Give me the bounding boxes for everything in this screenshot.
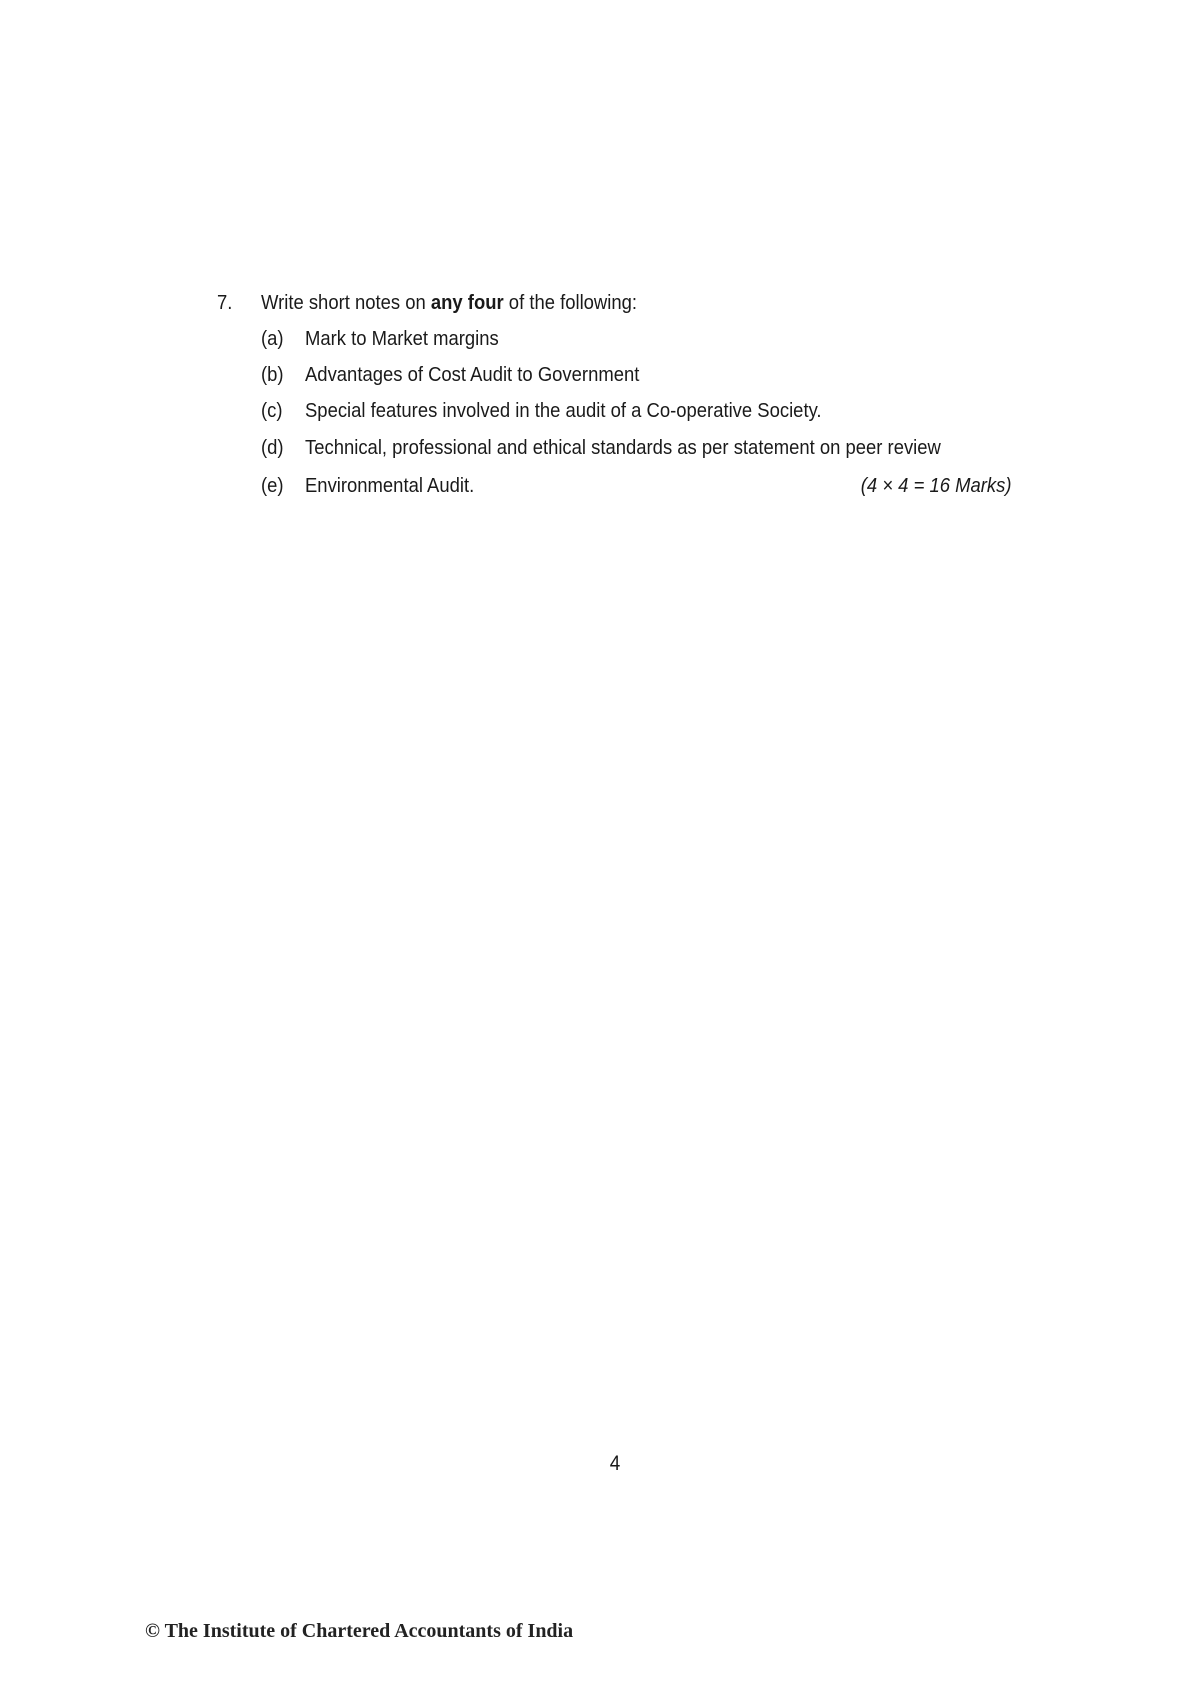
- item-label-e: (e): [261, 474, 284, 497]
- copyright-footer: © The Institute of Chartered Accountants of India: [145, 1620, 574, 1642]
- question-prompt-end: of the following:: [503, 291, 638, 314]
- item-text-b: Advantages of Cost Audit to Government: [305, 363, 640, 386]
- question-prompt: [261, 289, 637, 317]
- question-number: 7.: [217, 291, 233, 314]
- item-text-a: Mark to Market margins: [305, 327, 499, 350]
- item-text-d: Technical, professional and ethical standards as per statement on peer review: [305, 436, 941, 459]
- page-number: 4: [609, 1452, 621, 1475]
- item-label-c: (c): [261, 399, 283, 422]
- question-prompt-emphasis: any four: [430, 291, 504, 314]
- item-label-d: (d): [261, 436, 284, 459]
- question-prompt-start: Write short notes on: [261, 291, 431, 314]
- item-text-c: Special features involved in the audit of a Co-operative Society.: [305, 399, 822, 422]
- marks-allocation: (4 × 4 = 16 Marks): [860, 474, 1011, 497]
- item-label-a: (a): [261, 327, 284, 350]
- item-label-b: (b): [261, 363, 284, 386]
- item-text-e: Environmental Audit.: [305, 474, 475, 497]
